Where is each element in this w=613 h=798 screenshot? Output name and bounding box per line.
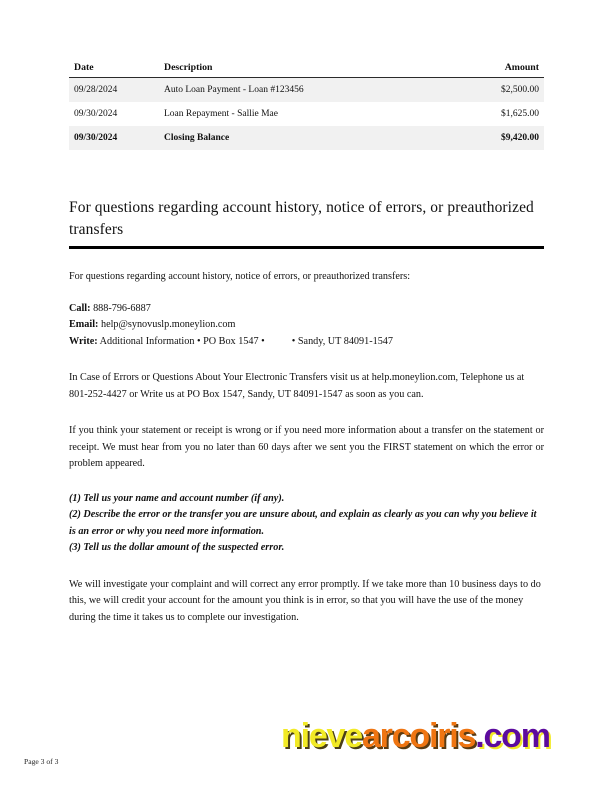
cell-description: Auto Loan Payment - Loan #123456 bbox=[158, 78, 456, 103]
page-footer: Page 3 of 3 bbox=[24, 757, 59, 766]
contact-block bbox=[69, 301, 544, 351]
cell-date: 09/28/2024 bbox=[69, 78, 158, 103]
table-row-closing-balance bbox=[69, 126, 544, 150]
cell-description: Closing Balance bbox=[158, 126, 456, 150]
cell-date: 09/30/2024 bbox=[74, 109, 118, 119]
numbered-instructions-list bbox=[69, 491, 544, 557]
list-item: (1) Tell us your name and account number (if any). bbox=[69, 492, 285, 504]
notice-period-paragraph: If you think your statement or receipt is wrong or if you need more information about a transfer on the statement or receipt. We must hear from you no later than 60 days after we sent you the FIRST statement on which the error or problem appeared. bbox=[69, 425, 544, 470]
column-header-date: Date bbox=[69, 62, 158, 78]
contact-value-address-part1: Additional Information • PO Box 1547 • bbox=[99, 335, 265, 347]
contact-line-call bbox=[69, 301, 544, 318]
errors-questions-paragraph: In Case of Errors or Questions About Your Electronic Transfers visit us at help.moneylion.com, Telephone us at 801-252-4427 or Write us at PO Box 1547, Sandy, UT 84091-1547 as soon as you can. bbox=[69, 372, 525, 400]
cell-amount: $9,420.00 bbox=[456, 126, 544, 150]
watermark-text-domain: .com bbox=[475, 717, 550, 755]
cell-date: 09/30/2024 bbox=[69, 126, 158, 150]
table-header-row bbox=[69, 62, 544, 78]
contact-label-email: Email: bbox=[69, 319, 99, 331]
contact-value-address-part2: • Sandy, UT 84091-1547 bbox=[291, 335, 393, 347]
watermark-text-arcoiris: arcoiris bbox=[361, 717, 476, 755]
contact-line-write bbox=[69, 334, 544, 351]
cell-amount: $2,500.00 bbox=[456, 78, 544, 103]
column-header-amount: Amount bbox=[456, 62, 544, 78]
investigation-paragraph: We will investigate your complaint and will correct any error promptly. If we take more than 10 business days to do this, we will credit your account for the amount you think is in error, so that you will have the use of the money during the time it takes us to complete our investigation. bbox=[69, 578, 541, 623]
column-header-description: Description bbox=[158, 62, 456, 78]
contact-value-email: help@synovuslp.moneylion.com bbox=[100, 319, 236, 331]
list-item: (3) Tell us the dollar amount of the suspected error. bbox=[69, 542, 285, 554]
watermark-logo bbox=[281, 719, 550, 753]
page-content bbox=[69, 62, 544, 626]
watermark-text-nieve: nieve bbox=[281, 717, 362, 755]
heading-divider-rule bbox=[69, 246, 544, 249]
section-heading: For questions regarding account history, notice of errors, or preauthorized transfers bbox=[69, 199, 534, 238]
cell-description: Loan Repayment - Sallie Mae bbox=[164, 109, 278, 119]
list-item: (2) Describe the error or the transfer you are unsure about, and explain as clearly as you can why you believe it is an error or why you need more information. bbox=[69, 509, 537, 537]
table-row bbox=[69, 78, 544, 103]
table-body bbox=[69, 78, 544, 151]
intro-paragraph: For questions regarding account history, notice of errors, or preauthorized transfers: bbox=[69, 271, 411, 282]
transactions-table bbox=[69, 62, 544, 150]
contact-label-call: Call: bbox=[69, 302, 91, 314]
cell-amount: $1,625.00 bbox=[501, 109, 539, 119]
contact-line-email bbox=[69, 317, 544, 334]
table-row bbox=[69, 102, 544, 126]
contact-value-phone: 888-796-6887 bbox=[93, 302, 151, 314]
table-header bbox=[69, 62, 544, 78]
contact-label-write: Write: bbox=[69, 335, 98, 347]
